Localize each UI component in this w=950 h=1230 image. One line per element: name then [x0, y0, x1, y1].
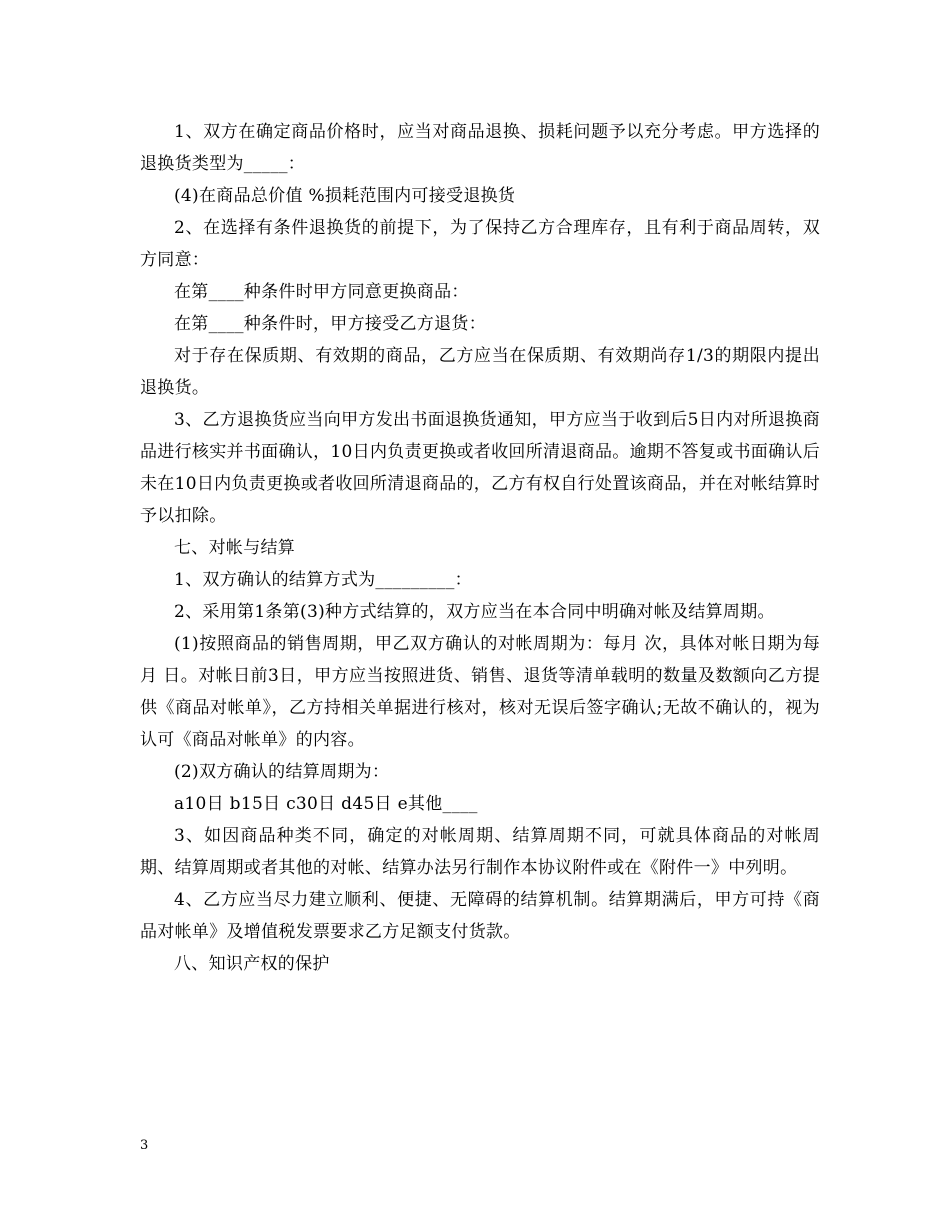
page-number: 3: [140, 1138, 149, 1153]
paragraph: 3、如因商品种类不同，确定的对帐周期、结算周期不同，可就具体商品的对帐周期、结算周期或者其他的对帐、结算办法另行制作本协议附件或在《附件一》中列明。: [140, 826, 820, 878]
paragraph: 对于存在保质期、有效期的商品，乙方应当在保质期、有效期尚存1/3的期限内提出退换货。: [140, 346, 820, 398]
paragraph: 2、采用第1条第(3)种方式结算的，双方应当在本合同中明确对帐及结算周期。: [174, 602, 775, 622]
paragraph: 在第____种条件时，甲方接受乙方退货：: [174, 314, 486, 334]
document-body: [140, 116, 820, 980]
paragraph: 2、在选择有条件退换货的前提下，为了保持乙方合理库存，且有利于商品周转，双方同意：: [140, 218, 820, 270]
paragraph: (1)按照商品的销售周期，甲乙双方确认的对帐周期为：每月 次，具体对帐日期为每月 日。对帐日前3日，甲方应当按照进货、销售、退货等清单载明的数量及数额向乙方提供《商品对帐单》，乙方持相关单据进行核对，核对无误后签字确认;无故不确认的，视为认可《商品对帐单》的内容。: [140, 634, 820, 750]
paragraph: 1、双方确认的结算方式为_________：: [174, 570, 472, 590]
paragraph: a10日 b15日 c30日 d45日 e其他____: [174, 794, 478, 814]
paragraph: 在第____种条件时甲方同意更换商品：: [174, 282, 469, 302]
paragraph: 3、乙方退换货应当向甲方发出书面退换货通知，甲方应当于收到后5日内对所退换商品进行核实并书面确认，10日内负责更换或者收回所清退商品。逾期不答复或书面确认后未在10日内负责更换或者收回所清退商品的，乙方有权自行处置该商品，并在对帐结算时予以扣除。: [140, 410, 820, 526]
paragraph: 1、双方在确定商品价格时，应当对商品退换、损耗问题予以充分考虑。甲方选择的退换货类型为_____：: [140, 122, 820, 174]
paragraph: 4、乙方应当尽力建立顺利、便捷、无障碍的结算机制。结算期满后，甲方可持《商品对帐单》及增值税发票要求乙方足额支付货款。: [140, 890, 820, 942]
section-heading: 八、知识产权的保护: [174, 954, 330, 974]
paragraph: (2)双方确认的结算周期为：: [174, 762, 390, 782]
paragraph: (4)在商品总价值 %损耗范围内可接受退换货: [174, 186, 516, 206]
section-heading: 七、对帐与结算: [174, 538, 296, 558]
